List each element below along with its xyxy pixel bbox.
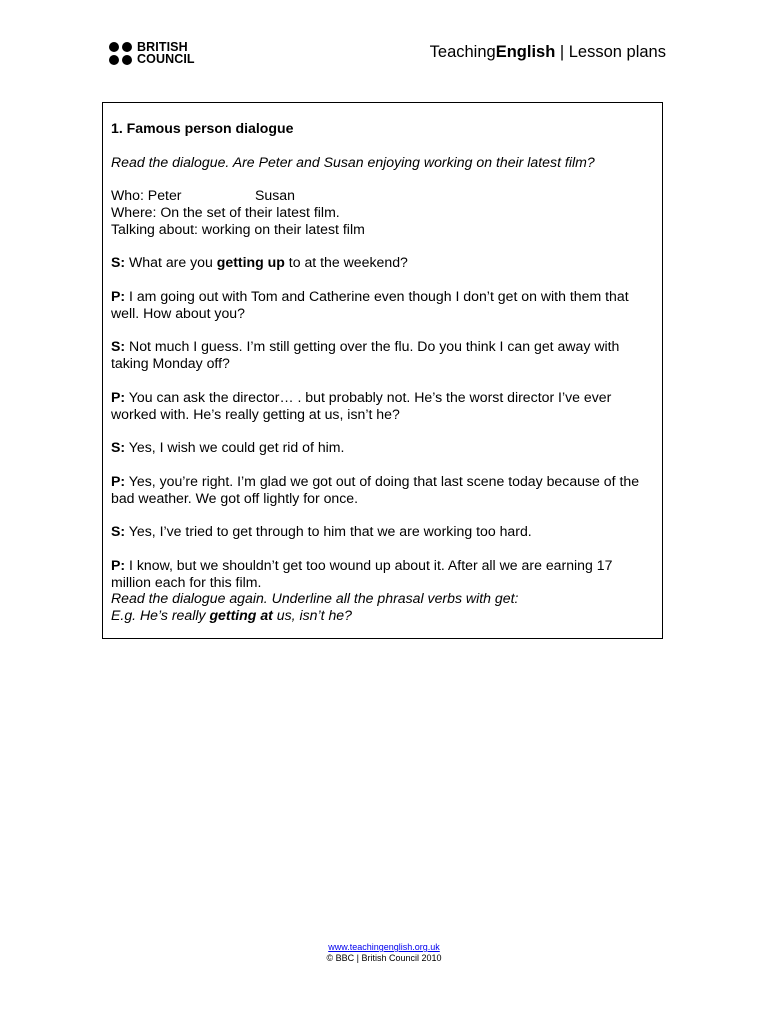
speaker-label: S: [111,523,126,540]
brand-title [430,43,666,62]
dialogue-text: to at the weekend? [284,254,408,271]
where-line: Where: On the set of their latest film. [111,203,340,220]
speaker-label: S: [111,439,126,456]
dialogue-line [111,523,656,540]
logo-line-2: COUNCIL [137,52,195,66]
dialogue-text: I am going out with Tom and Catherine even though I don’t get on with them that well. How about you? [111,287,629,321]
worksheet-box [102,102,663,639]
page-footer [0,942,768,964]
british-council-logo [109,41,195,65]
speaker-label: P: [111,287,126,304]
logo-line-1: BRITISH [137,40,188,54]
website-link[interactable]: www.teachingenglish.org.uk [328,942,440,952]
brand-bold: English [495,43,556,61]
example-text: E.g. He’s really [111,607,210,624]
example-text: us, isn’t he? [272,607,352,624]
dialogue-text: You can ask the director… . but probably not. He’s the worst director I’ve ever worked with. He’s really getting at us, isn’t he? [111,388,612,422]
dialogue-line [111,254,656,271]
dialogue-text: Yes, I wish we could get rid of him. [125,439,345,456]
worksheet-content [111,120,656,624]
highlighted-phrase: getting up [216,254,285,271]
task-instruction: Read the dialogue again. Underline all the phrasal verbs with get: [111,590,519,607]
dialogue-line [111,288,656,322]
dialogue-text: What are you [125,254,217,271]
dialogue-line [111,389,656,423]
brand-prefix: Teaching [429,43,496,61]
speaker-label: S: [111,338,126,355]
speaker-label: P: [111,556,126,573]
section-instruction: Read the dialogue. Are Peter and Susan enjoying working on their latest film? [111,153,595,170]
dialogue-line [111,557,656,591]
dialogue-line [111,473,656,507]
who-line [111,187,656,204]
speaker-label: S: [111,254,126,271]
task-example [111,607,656,624]
dialogue-text: I know, but we shouldn’t get too wound up about it. After all we are earning 17 million each for this film. [111,556,613,590]
dialogue-text: Yes, I’ve tried to get through to him that we are working too hard. [125,523,532,540]
section-title: 1. Famous person dialogue [111,120,294,136]
who-second: Susan [255,187,295,204]
dialogue-line [111,338,656,372]
dialogue-line [111,439,656,456]
speaker-label: P: [111,388,126,405]
example-phrase: getting at [209,607,273,624]
dialogue-text: Yes, you’re right. I’m glad we got out of doing that last scene today because of the bad weather. We got off lightly for once. [111,472,640,506]
dialogue-text: Not much I guess. I’m still getting over the flu. Do you think I can get away with taking Monday off? [111,338,620,372]
who-label: Who: Peter [111,187,182,204]
copyright-text: © BBC | British Council 2010 [326,953,442,963]
talking-line: Talking about: working on their latest film [111,220,365,237]
speaker-label: P: [111,472,126,489]
logo-wordmark [137,41,195,65]
brand-suffix: | Lesson plans [555,43,666,61]
logo-dots-icon [109,42,132,65]
